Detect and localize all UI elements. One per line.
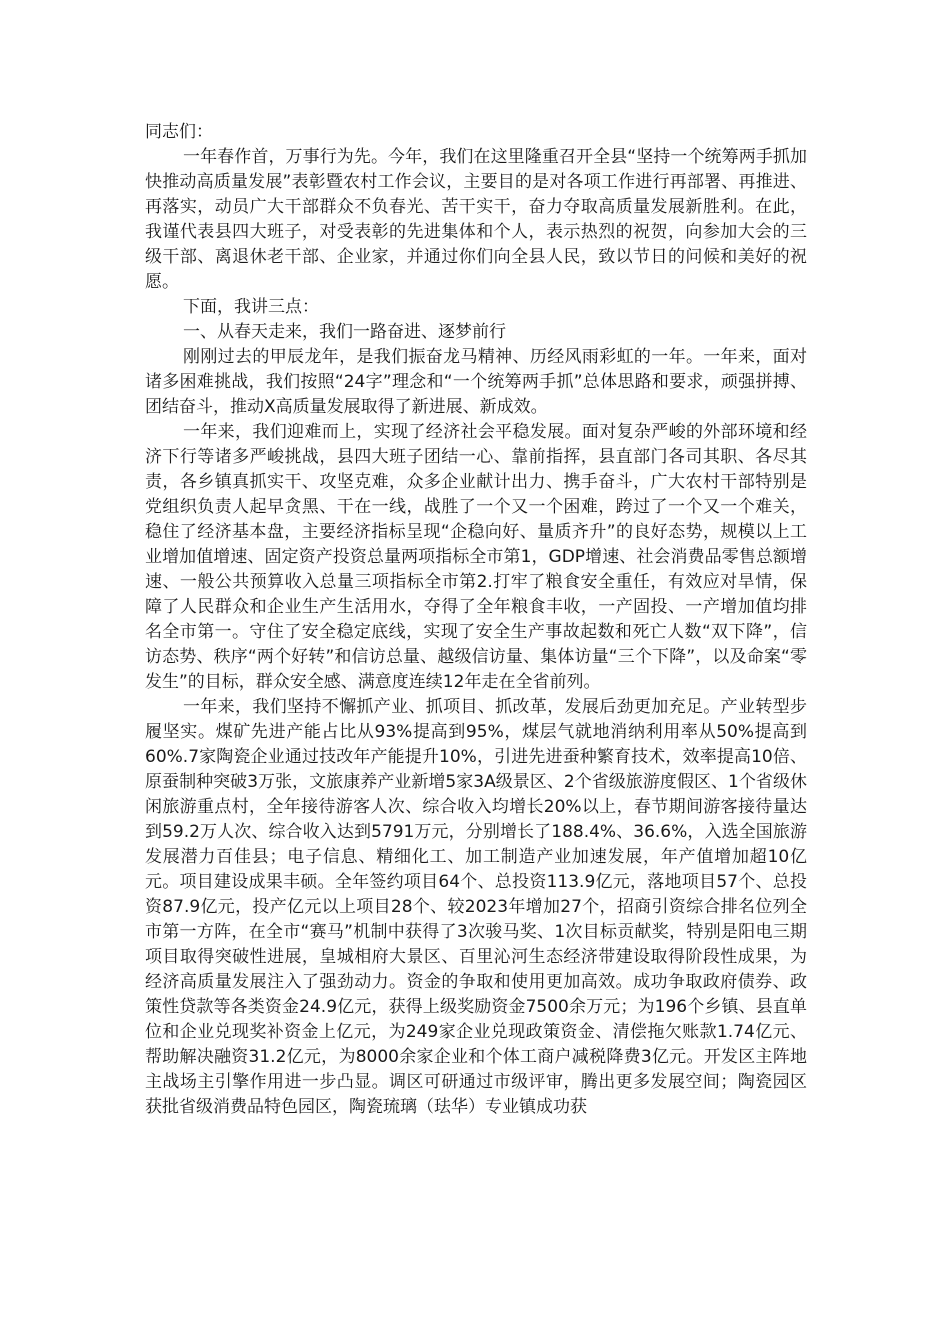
paragraph-industry: 一年来，我们坚持不懈抓产业、抓项目、抓改革，发展后劲更加充足。产业转型步履坚实。煤矿先进产能占比从93%提高到95%，煤层气就地消纳利用率从50%提高到60%.7家陶瓷企业通过技改年产能提升10%，引进先进蚕种繁育技术，效率提高10倍、原蚕制种突破3万张，文旅康养产业新增5家3A级景区、2个省级旅游度假区、1个省级休闲旅游重点村，全年接待游客人次、综合收入均增长20%以上，春节期间游客接待量达到59.2万人次、综合收入达到5791万元，分别增长了188.4%、36.6%，入选全国旅游发展潜力百佳县；电子信息、精细化工、加工制造产业加速发展，年产值增加超10亿元。项目建设成果丰硕。全年签约项目64个、总投资113.9亿元，落地项目57个、总投资87.9亿元，投产亿元以上项目28个、较2023年增加27个，招商引资综合排名位列全市第一方阵，在全市“赛马”机制中获得了3次骏马奖、1次目标贡献奖，特别是阳电三期项目取得突破性进展，皇城相府大景区、百里沁河生态经济带建设取得阶段性成果，为经济高质量发展注入了强劲动力。资金的争取和使用更加高效。成功争取政府债券、政策性贷款等各类资金24.9亿元，获得上级奖励资金7500余万元；为196个乡镇、县直单位和企业兑现奖补资金上亿元，为249家企业兑现政策资金、清偿拖欠账款1.74亿元、帮助解决融资31.2亿元，为8000余家企业和个体工商户减税降费3亿元。开发区主阵地主战场主引擎作用进一步凸显。调区可研通过市级评审，腾出更多发展空间；陶瓷园区获批省级消费品特色园区，陶瓷琉璃（珐华）专业镇成功获 <box>145 697 807 1117</box>
document-page <box>145 120 807 1120</box>
paragraph-opening: 一年春作首，万事行为先。今年，我们在这里隆重召开全县“坚持一个统筹两手抓加快推动高质量发展”表彰暨农村工作会议，主要目的是对各项工作进行再部署、再推进、再落实，动员广大干部群众不负春光、苦干实干，奋力夺取高质量发展新胜利。在此，我谨代表县四大班子，对受表彰的先进集体和个人，表示热烈的祝贺，向参加大会的三级干部、离退休老干部、企业家，并通过你们向全县人民，致以节日的问候和美好的祝愿。 <box>145 147 807 292</box>
paragraph-economy: 一年来，我们迎难而上，实现了经济社会平稳发展。面对复杂严峻的外部环境和经济下行等诸多严峻挑战，县四大班子团结一心、靠前指挥，县直部门各司其职、各尽其责，各乡镇真抓实干、攻坚克难，众多企业献计出力、携手奋斗，广大农村干部特别是党组织负责人起早贪黑、干在一线，战胜了一个又一个困难，跨过了一个又一个难关，稳住了经济基本盘，主要经济指标呈现“企稳向好、量质齐升”的良好态势，规模以上工业增加值增速、固定资产投资总量两项指标全市第1，GDP增速、社会消费品零售总额增速、一般公共预算收入总量三项指标全市第2.打牢了粮食安全重任，有效应对旱情，保障了人民群众和企业生产生活用水，夺得了全年粮食丰收，一产固投、一产增加值均排名全市第一。守住了安全稳定底线，实现了安全生产事故起数和死亡人数“双下降”，信访态势、秩序“两个好转”和信访总量、越级信访量、集体访量“三个下降”，以及命案“零发生”的目标，群众安全感、满意度连续12年走在全省前列。 <box>145 422 807 692</box>
paragraph-intro: 下面，我讲三点： <box>183 297 319 317</box>
paragraph-review: 刚刚过去的甲辰龙年，是我们振奋龙马精神、历经风雨彩虹的一年。一年来，面对诸多困难挑战，我们按照“24字”理念和“一个统筹两手抓”总体思路和要求，顽强拼搏、团结奋斗，推动X高质量发展取得了新进展、新成效。 <box>145 347 807 417</box>
salutation: 同志们： <box>145 122 213 142</box>
section-heading: 一、从春天走来，我们一路奋进、逐梦前行 <box>183 322 506 342</box>
